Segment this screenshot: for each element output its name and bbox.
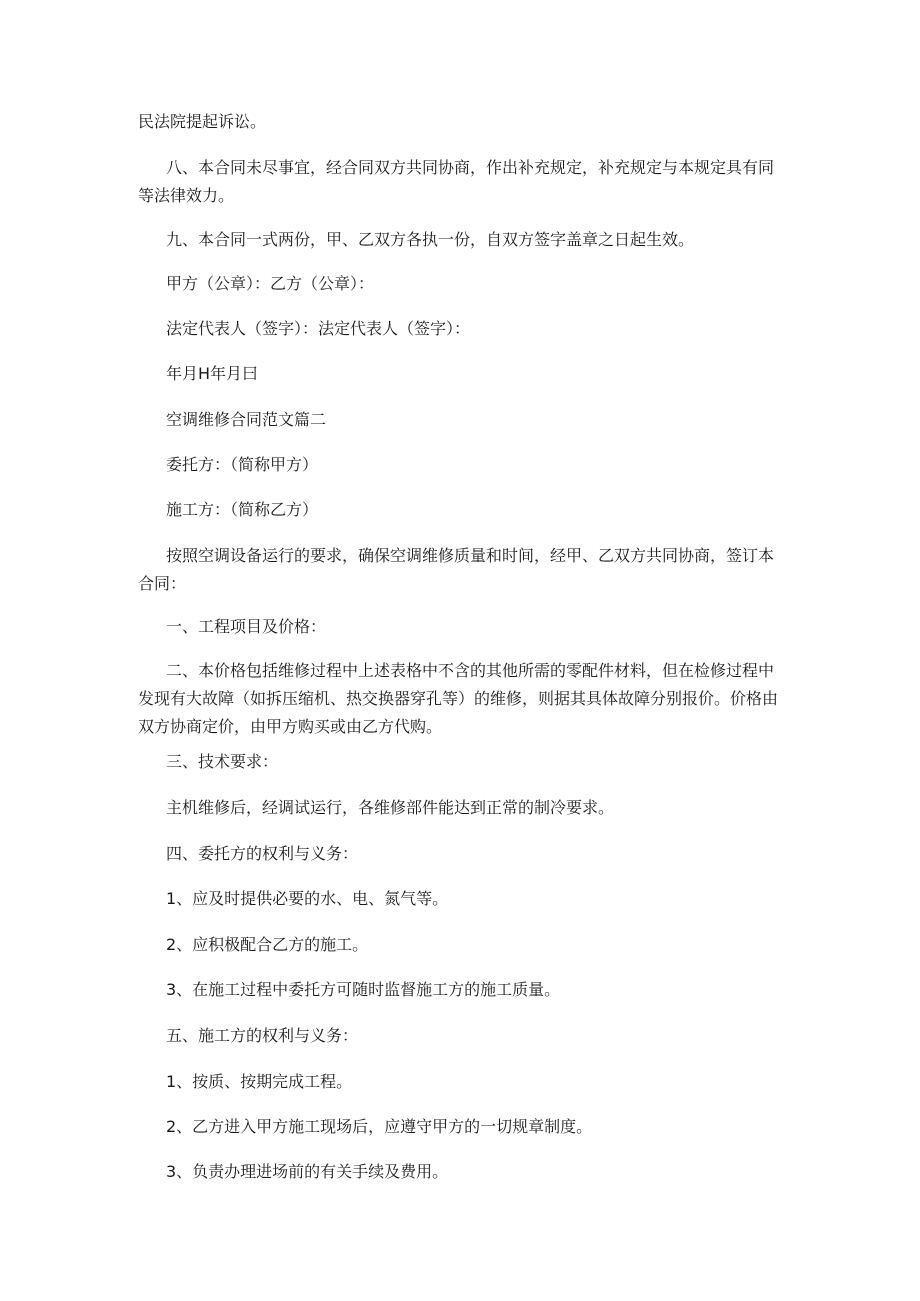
section-title: 空调维修合同范文篇二 [166,410,327,429]
heading-item-3: 三、技术要求： [166,752,279,771]
paragraph-clause-8: 八、本合同未尽事宜，经合同双方共同协商，作出补充规定，补充规定与本规定具有同等法律效力。 [138,158,775,205]
list-item-client-3: 3、在施工过程中委托方可随时监督施工方的施工质量。 [166,980,561,999]
list-item-client-1: 1、应及时提供必要的水、电、氮气等。 [166,889,449,908]
paragraph-clause-9: 九、本合同一式两份，甲、乙双方各执一份，自双方签字盖章之日起生效。 [166,230,695,249]
paragraph-preamble: 按照空调设备运行的要求，确保空调维修质量和时间，经甲、乙双方共同协商，签订本合同： [138,546,775,593]
signature-representatives: 法定代表人（签字）：法定代表人（签字）： [166,319,471,338]
paragraph-tech-requirement: 主机维修后，经调试运行，各维修部件能达到正常的制冷要求。 [166,798,615,817]
signature-dates: 年月H年月曰 [166,364,259,383]
paragraph-item-2: 二、本价格包括维修过程中上述表格中不含的其他所需的零配件材料，但在检修过程中发现有大故障（如拆压缩机、热交换器穿孔等）的维修，则据其具体故障分别报价。价格由双方协商定价，由甲方购买或由乙方代购。 [138,661,779,736]
list-item-contractor-2: 2、乙方进入甲方施工现场后，应遵守甲方的一切规章制度。 [166,1117,593,1136]
paragraph-continuation: 民法院提起诉讼。 [138,112,267,131]
client-party: 委托方：（简称甲方） [166,455,319,474]
list-item-client-2: 2、应积极配合乙方的施工。 [166,935,369,954]
contractor-party: 施工方：（简称乙方） [166,500,319,519]
heading-item-1: 一、工程项目及价格： [166,617,327,636]
signature-party-seals: 甲方（公章）：乙方（公章）： [166,274,375,293]
heading-item-5: 五、施工方的权利与义务： [166,1026,359,1045]
list-item-contractor-1: 1、按质、按期完成工程。 [166,1072,353,1091]
list-item-contractor-3: 3、负责办理进场前的有关手续及费用。 [166,1162,449,1181]
heading-item-4: 四、委托方的权利与义务： [166,844,359,863]
